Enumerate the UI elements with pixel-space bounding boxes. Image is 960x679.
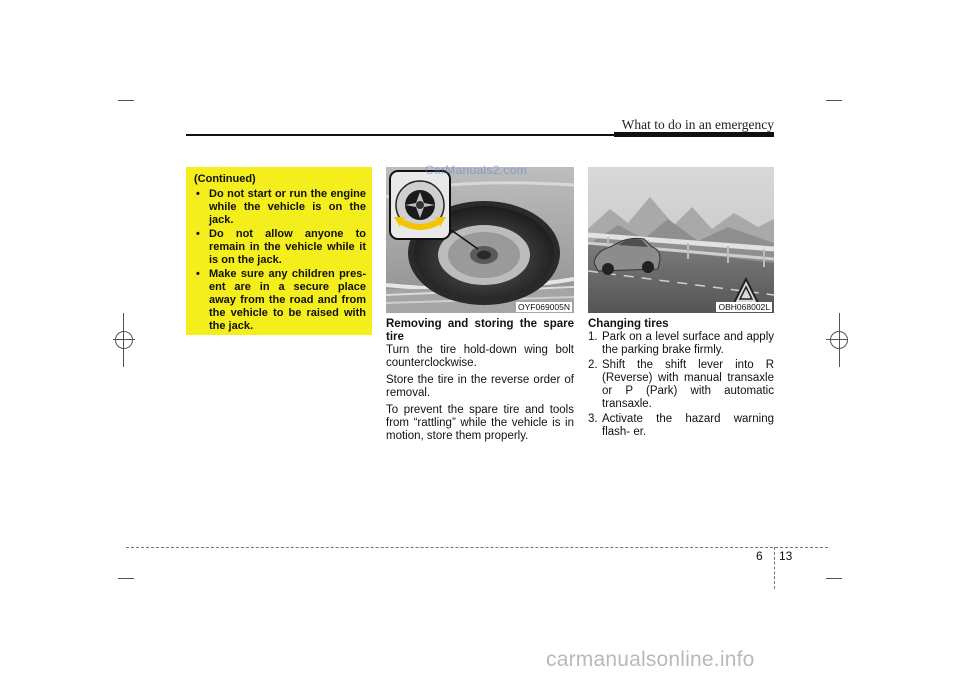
bullet: •	[196, 268, 200, 280]
changing-section	[588, 318, 774, 441]
figure-code: OBH068002L	[718, 302, 770, 312]
footer-divider	[774, 547, 775, 589]
watermark: carmanualsonline.info	[546, 648, 755, 671]
step-item: 1. Park on a level surface and apply the parking brake firmly.	[588, 331, 774, 356]
crop-mark	[826, 578, 842, 579]
changing-steps	[588, 331, 774, 439]
section-title: What to do in an emergency	[621, 117, 774, 132]
spare-tire-illustration	[386, 167, 574, 313]
storing-section	[386, 318, 574, 447]
figure-code: OYF069005N	[518, 302, 570, 312]
spare-tire-figure	[386, 167, 574, 313]
changing-heading: Changing tires	[588, 318, 669, 330]
warning-box	[186, 167, 372, 335]
bullet: •	[196, 188, 200, 200]
step-item: 2. Shift the shift lever into R (Reverse) with manual transaxle or P (Park) with automatic transaxle.	[588, 359, 774, 410]
warning-list	[194, 188, 366, 333]
footer-rule	[126, 547, 828, 548]
crop-mark	[118, 578, 134, 579]
storing-paragraph: Store the tire in the reverse order of removal.	[386, 374, 574, 399]
watermark: CarManuals2.com	[425, 163, 527, 177]
chapter-number: 6	[756, 549, 763, 563]
crop-mark	[118, 100, 134, 101]
step-item: 3. Activate the hazard warning flash- er.	[588, 413, 774, 438]
registration-circle	[830, 331, 848, 349]
roadside-illustration	[588, 167, 774, 313]
bullet: •	[196, 228, 200, 240]
header-rule-accent	[614, 132, 774, 137]
roadside-figure	[588, 167, 774, 313]
warning-continued: (Continued)	[194, 173, 256, 185]
storing-heading: Removing and storing the spare tire	[386, 318, 574, 343]
registration-circle	[115, 331, 133, 349]
storing-paragraph: Turn the tire hold-down wing bolt counterclockwise.	[386, 344, 574, 369]
page-number: 13	[779, 549, 793, 563]
warning-item: • Do not start or run the engine while the vehicle is on the jack.	[196, 188, 366, 226]
storing-paragraph: To prevent the spare tire and tools from “rattling” while the vehicle is in motion, store them properly.	[386, 404, 574, 442]
crop-mark	[826, 100, 842, 101]
warning-item: • Do not allow anyone to remain in the vehicle while it is on the jack.	[196, 228, 366, 266]
warning-item: • Make sure any children pres- ent are in a secure place away from the road and from the vehicle to be raised with the jack.	[196, 268, 366, 332]
